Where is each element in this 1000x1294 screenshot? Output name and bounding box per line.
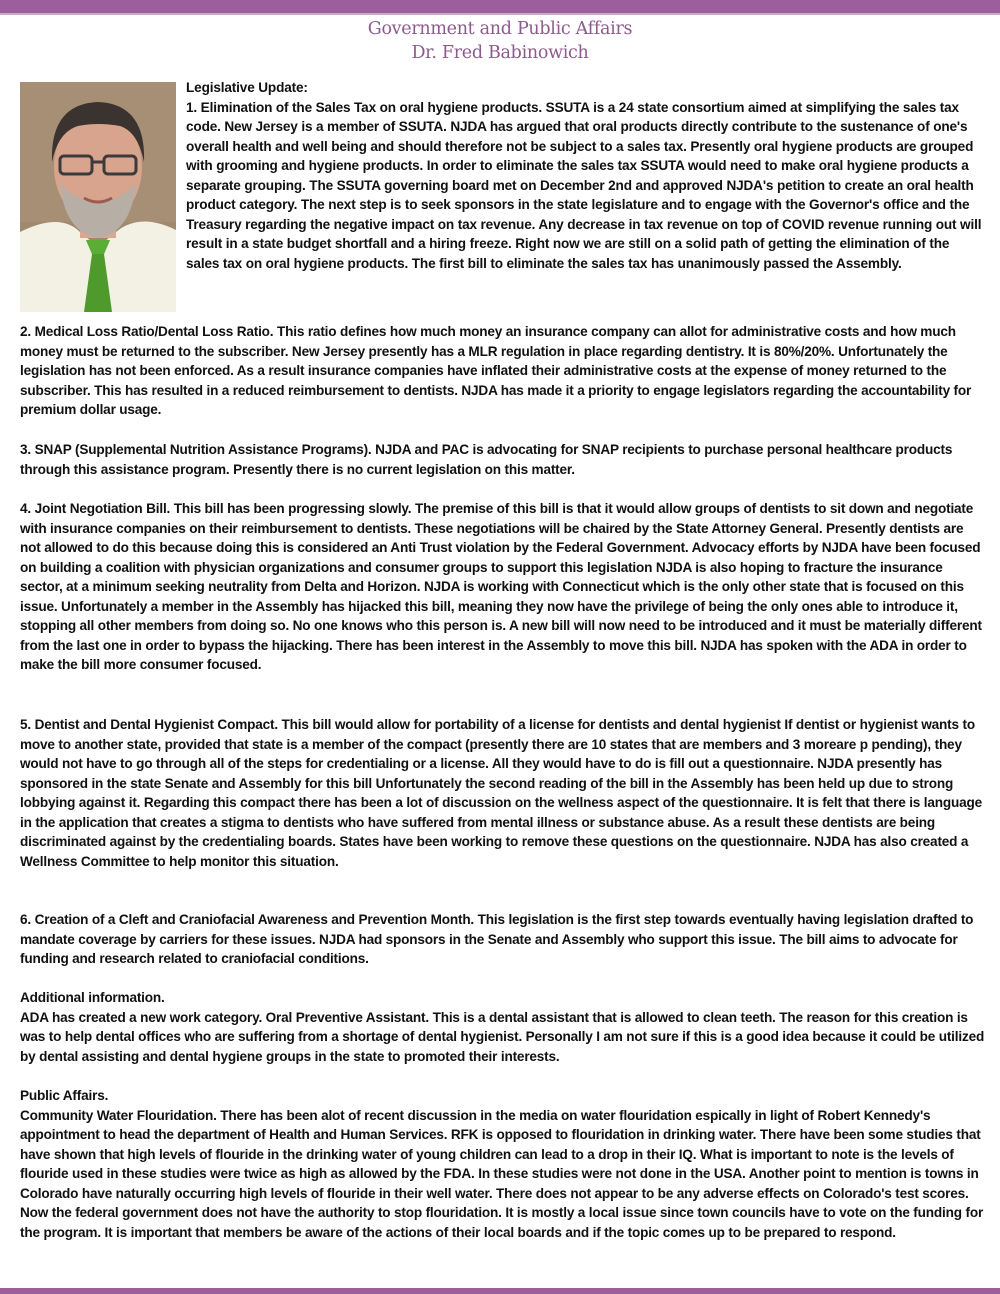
legislative-item-5: 5. Dentist and Dental Hygienist Compact. This bill would allow for portability of a license for dentists and dental hygienist If dentist or hygienist wants to move to another state, provided that state is a member of the compact (presently there are 10 states that are members and 3 moreare p pending), they would not have to go through all of the steps for credentialing or a license. All they would have to do is fill out a questionnaire. NJDA presently has sponsored in the state Senate and Assembly for this bill Unfortunately the second reading of the bill in the Assembly has been held up due to strong lobbying against it. Regarding this compact there has been a lot of discussion on the wellness aspect of the questionnaire. It is felt that there is language in the application that creates a stigma to dentists who have suffered from mental illness or substance abuse. As a result these dentists are being discriminated against by the credentialing boards. States have been working to remove these questions on the questionnaire. NJDA has also created a Wellness Committee to help monitor this situation. xyxy=(20,717,982,869)
public-affairs-heading: Public Affairs. xyxy=(20,1088,109,1103)
additional-info-body: ADA has created a new work category. Oral Preventive Assistant. This is a dental assistant that is allowed to clean teeth. The reason for this creation is was to help dental offices who are suffering from a shortage of dental hygienist. Personally I am not sure if this is a good idea because it could be utilized by dental assisting and dental hygiene groups in the state to promoted their interests. xyxy=(20,1009,985,1064)
legislative-heading: Legislative Update: xyxy=(186,80,308,95)
public-affairs-section xyxy=(20,1086,985,1242)
author-photo xyxy=(20,82,176,312)
bottom-accent-bar xyxy=(0,1288,1000,1294)
legislative-item-2: 2. Medical Loss Ratio/Dental Loss Ratio. This ratio defines how much money an insurance company can allot for administrative costs and how much money must be returned to the subscriber. New Jersey presently has a MLR regulation in place regarding dentistry. It is 80%/20%. Unfortunately the legislation has not been enforced. As a result insurance companies have inflated their administrative costs at the expense of money returned to the subscriber. This has resulted in a reduced reimbursement to dentists. NJDA has made it a priority to engage legislators regarding the accountability for premium dollar usage. xyxy=(20,324,972,418)
top-accent-line xyxy=(0,13,1000,15)
additional-info-section xyxy=(20,988,985,1066)
legislative-item-4: 4. Joint Negotiation Bill. This bill has been progressing slowly. The premise of this bill is that it would allow groups of dentists to sit down and negotiate with insurance companies on their reimbursement to dentists. These negotiations will be chaired by the State Attorney General. Presently dentists are not allowed to do this because doing this is considered an Anti Trust violation by the Federal Government. Advocacy efforts by NJDA have been focused on building a coalition with physician organizations and consumer groups to support this legislation NJDA is also hoping to fracture the insurance sector, at a minimum seeking neutrality from Delta and Horizon. NJDA is working with Connecticut which is the only other state that is focused on this issue. Unfortunately a member in the Assembly has hijacked this bill, meaning they now have the privilege of being the only ones able to introduce it, stopping all other members from doing so. No one knows who this person is. A new bill will now need to be introduced and it must be materially different from the last one in order to bypass the hijacking. There has been interest in the Assembly to move this bill. NJDA has spoken with the ADA in order to make the bill more consumer focused. xyxy=(20,501,982,673)
legislative-item-1: 1. Elimination of the Sales Tax on oral hygiene products. SSUTA is a 24 state consortium aimed at simplifying the sales tax code. New Jersey is a member of SSUTA. NJDA has argued that oral products directly contribute to the sustenance of one's overall health and well being and should therefore not be subject to a sales tax. Presently oral hygiene products are grouped with grooming and hygiene products. In order to eliminate the sales tax SSUTA would need to make oral hygiene products a separate grouping. The SSUTA governing board met on December 2nd and approved NJDA's petition to create an oral health product category. The next step is to seek sponsors in the state legislature and to engage with the Governor's office and the Treasury regarding the negative impact on tax revenue. Any decrease in tax revenue on top of COVID revenue running out will result in a state budget shortfall and a hiring freeze. Right now we are still on a solid path of getting the elimination of the sales tax on oral hygiene products. The first bill to eliminate the sales tax has unanimously passed the Assembly. xyxy=(186,99,982,271)
portrait-image xyxy=(20,82,176,312)
page-header xyxy=(0,17,1000,65)
legislative-intro xyxy=(186,78,986,273)
page-title: Government and Public Affairs xyxy=(367,19,633,39)
top-accent-bar xyxy=(0,0,1000,13)
legislative-item-6: 6. Creation of a Cleft and Craniofacial Awareness and Prevention Month. This legislation is the first step towards eventually having legislation drafted to mandate coverage by carriers for these issues. NJDA had sponsors in the Senate and Assembly who support this issue. The bill aims to advocate for funding and research related to craniofacial conditions. xyxy=(20,912,974,967)
author-name: Dr. Fred Babinowich xyxy=(411,43,589,63)
legislative-item-3: 3. SNAP (Supplemental Nutrition Assistance Programs). NJDA and PAC is advocating for SNAP recipients to purchase personal healthcare products through this assistance program. Presently there is no current legislation on this matter. xyxy=(20,442,953,477)
public-affairs-body: Community Water Flouridation. There has been alot of recent discussion in the media on water flouridation espically in light of Robert Kennedy's appointment to head the department of Health and Human Services. RFK is opposed to flouridation in drinking water. There have been some studies that have shown that high levels of flouride in the drinking water of young children can lead to a drop in their IQ. What is important to note is the levels of flouride used in these studies were twice as high as allowed by the FDA. In these studies were not done in the USA. Another point to mention is towns in Colorado have naturally occurring high levels of flouride in their well water. There does not appear to be any adverse effects on Colorado's test scores. Now the federal government does not have the authority to stop flouridation. It is mostly a local issue since town councils have to vote on the funding for the program. It is important that members be aware of the actions of their local boards and if the topic comes up to be prepared to respond. xyxy=(20,1107,984,1240)
additional-info-heading: Additional information. xyxy=(20,990,165,1005)
